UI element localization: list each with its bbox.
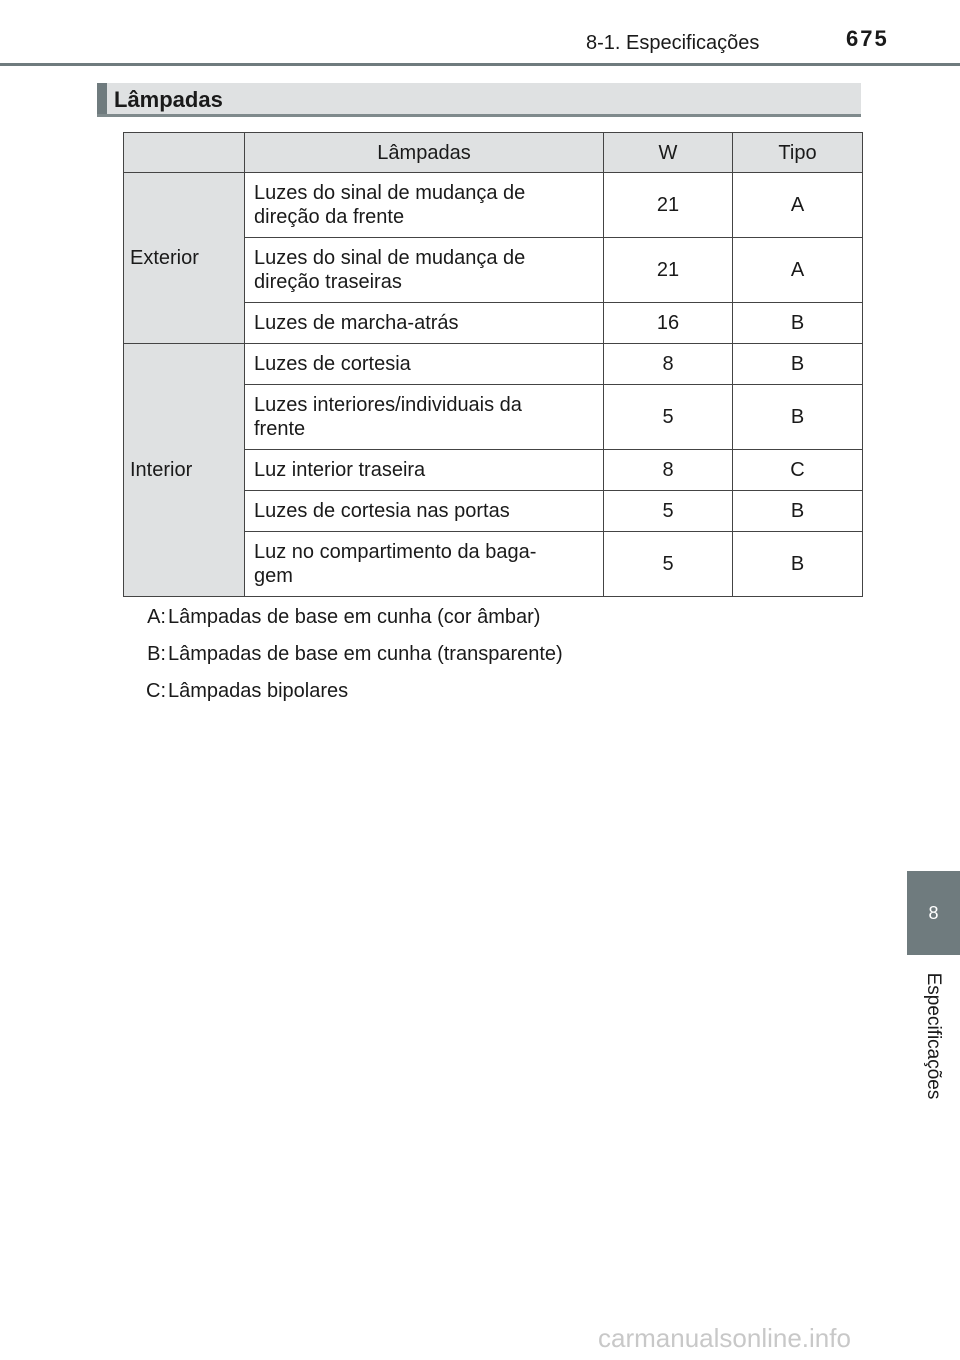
bulb-type: A [733,173,863,238]
table-row [124,173,863,238]
type-legend [138,605,563,716]
bulb-name: Luzes de marcha-atrás [245,303,604,344]
legend-item [138,642,563,679]
bulb-type: B [733,344,863,385]
bulb-type: B [733,532,863,597]
chapter-tab[interactable]: 8 [907,871,960,955]
bulb-name-line: Luz no compartimento da baga- [254,541,537,563]
legend-item [138,605,563,642]
bulb-watts: 16 [604,303,733,344]
watermark: carmanualsonline.info [598,1323,851,1353]
group-label-interior: Interior [124,344,245,597]
table-header-row [124,133,863,173]
bulb-name [245,532,604,597]
bulb-name: Luzes de cortesia [245,344,604,385]
bulb-type: B [733,303,863,344]
bulb-type: A [733,238,863,303]
bulb-type: B [733,491,863,532]
bulb-name-line: direção da frente [254,206,405,228]
bulb-watts: 5 [604,491,733,532]
bulb-watts: 21 [604,238,733,303]
bulbs-table [123,132,863,597]
bulb-name-line: direção traseiras [254,271,402,293]
legend-key: A: [147,606,166,628]
legend-text: Lâmpadas de base em cunha (cor âmbar) [168,606,541,628]
section-title: Lâmpadas [114,87,223,112]
group-label-exterior: Exterior [124,173,245,344]
header-section-title: 8-1. Especificações [586,32,760,54]
chapter-label: Especificações [923,972,944,1100]
section-title-bar [97,83,861,117]
header-divider [0,63,960,66]
bulb-name [245,238,604,303]
column-header-type: Tipo [733,133,863,173]
bulb-name: Luz interior traseira [245,450,604,491]
bulb-watts: 5 [604,532,733,597]
bulb-name [245,173,604,238]
bulb-name-line: Luzes do sinal de mudança de [254,182,526,204]
bulb-type: B [733,385,863,450]
section-title-accent [97,83,107,114]
bulb-watts: 8 [604,450,733,491]
legend-key: B: [147,643,166,665]
table-row [124,344,863,385]
legend-text: Lâmpadas bipolares [168,680,349,702]
bulb-watts: 8 [604,344,733,385]
legend-text: Lâmpadas de base em cunha (transparente) [168,643,563,665]
legend-key: C: [146,680,166,702]
bulb-name [245,385,604,450]
bulb-name-line: gem [254,565,293,587]
bulb-watts: 21 [604,173,733,238]
bulb-name: Luzes de cortesia nas portas [245,491,604,532]
page-number: 675 [846,26,889,51]
column-header-bulbs: Lâmpadas [245,133,604,173]
column-header-watts: W [604,133,733,173]
bulb-name-line: Luzes interiores/individuais da [254,394,522,416]
bulb-name-line: Luzes do sinal de mudança de [254,247,526,269]
bulb-type: C [733,450,863,491]
column-header-group [124,133,245,173]
bulb-watts: 5 [604,385,733,450]
legend-item [138,679,563,716]
bulb-name-line: frente [254,418,306,440]
